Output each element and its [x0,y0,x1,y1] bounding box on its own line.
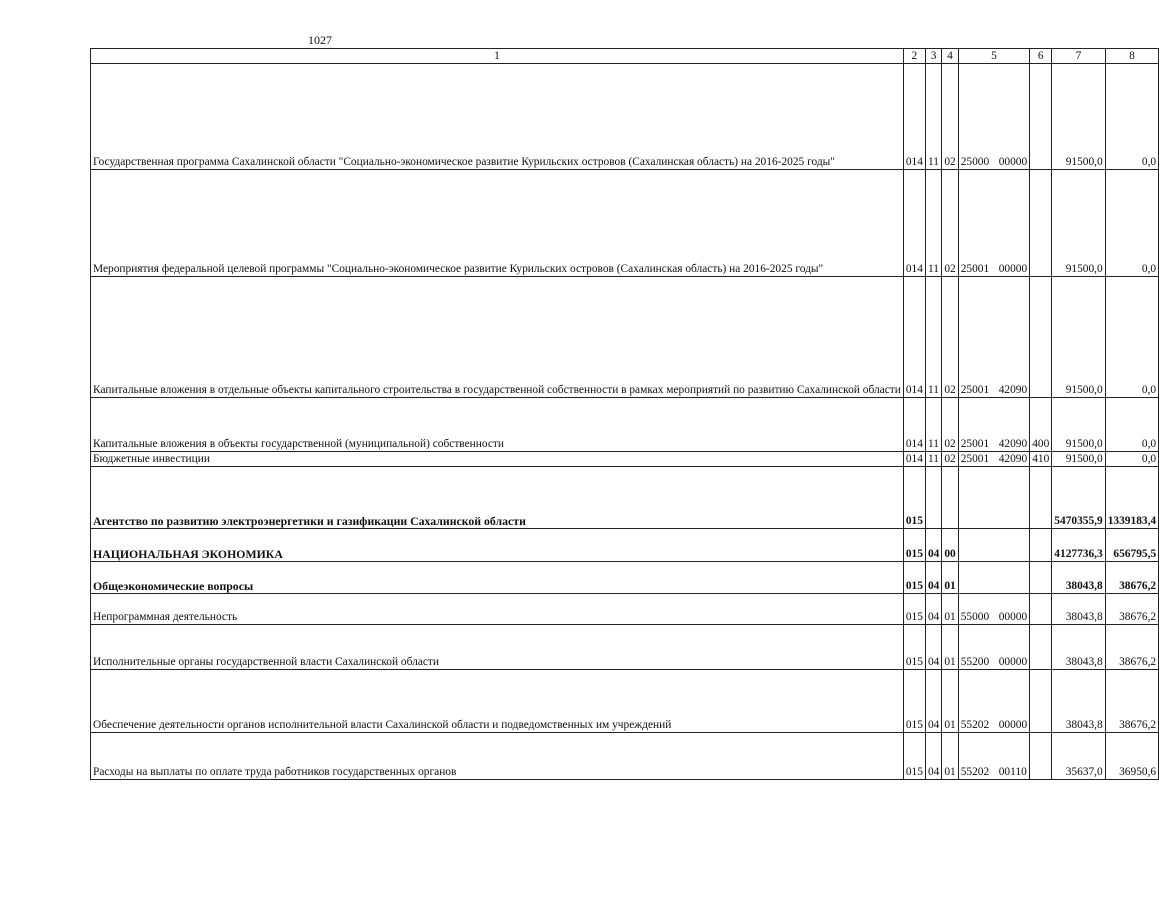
row-amount-col7: 35637,0 [1052,733,1105,780]
row-amount-col8: 36950,6 [1105,733,1158,780]
row-target-article [958,64,1029,170]
row-target-article [958,170,1029,277]
row-expense-type [1030,594,1052,625]
row-amount-col7: 38043,8 [1052,594,1105,625]
row-name-cell: Исполнительные органы государственной власти Сахалинской области [91,625,904,670]
row-amount-col8: 38676,2 [1105,670,1158,733]
row-ministry-code: 015 [903,625,925,670]
row-amount-col8: 0,0 [1105,452,1158,467]
table-row [91,594,1159,625]
row-ministry-code: 014 [903,452,925,467]
row-amount-col7: 91500,0 [1052,398,1105,452]
row-target-article [958,529,1029,562]
row-expense-type [1030,277,1052,398]
row-name-cell: Агентство по развитию электроэнергетики и газификации Сахалинской области [91,467,904,529]
row-section-code: 11 [925,170,941,277]
row-amount-col8: 0,0 [1105,277,1158,398]
row-expense-type [1030,529,1052,562]
row-amount-col7: 5470355,9 [1052,467,1105,529]
row-target-article [958,398,1029,452]
row-target-article-direction: 00000 [998,656,1028,668]
row-target-article [958,277,1029,398]
table-row [91,670,1159,733]
row-name-cell: Государственная программа Сахалинской области "Социально-экономическое развитие Курильских островов (Сахалинская область) на 2016-2025 годы" [91,64,904,170]
row-ministry-code: 015 [903,529,925,562]
row-section-code: 04 [925,562,941,594]
table-row [91,277,1159,398]
table-row [91,467,1159,529]
row-name-cell: Капитальные вложения в объекты государственной (муниципальной) собственности [91,398,904,452]
row-target-article [958,452,1029,467]
row-target-article-direction: 42090 [998,384,1028,396]
row-amount-col8: 38676,2 [1105,625,1158,670]
row-subsection-code: 02 [942,452,958,467]
row-target-article-direction: 00000 [998,263,1028,275]
row-target-article-direction: 42090 [998,438,1028,450]
row-ministry-code: 015 [903,562,925,594]
row-name-cell: Бюджетные инвестиции [91,452,904,467]
table-row [91,398,1159,452]
row-section-code: 04 [925,670,941,733]
row-target-article-direction: 00000 [998,156,1028,168]
row-target-article-program: 25001 [960,384,990,396]
table-row [91,64,1159,170]
row-subsection-code: 02 [942,170,958,277]
row-amount-col7: 91500,0 [1052,452,1105,467]
row-target-article-program: 25000 [960,156,990,168]
header-col-4: 4 [942,49,958,64]
header-col-2: 2 [903,49,925,64]
row-target-article [958,733,1029,780]
row-subsection-code: 00 [942,529,958,562]
row-subsection-code: 01 [942,562,958,594]
header-col-8: 8 [1105,49,1158,64]
row-target-article-program: 55202 [960,766,990,778]
row-name-cell: Расходы на выплаты по оплате труда работников государственных органов [91,733,904,780]
row-target-article-direction: 00000 [998,611,1028,623]
row-target-article-program: 25001 [960,263,990,275]
row-section-code: 04 [925,594,941,625]
row-ministry-code: 015 [903,467,925,529]
row-section-code: 11 [925,452,941,467]
row-target-article-program: 55200 [960,656,990,668]
row-name-cell: Капитальные вложения в отдельные объекты капитального строительства в государственной собственности в рамках мероприятий по развитию Сахалинской области [91,277,904,398]
row-expense-type [1030,562,1052,594]
row-name-cell: Непрограммная деятельность [91,594,904,625]
table-row [91,452,1159,467]
row-section-code: 11 [925,64,941,170]
row-expense-type [1030,733,1052,780]
row-ministry-code: 015 [903,670,925,733]
row-name-cell: НАЦИОНАЛЬНАЯ ЭКОНОМИКА [91,529,904,562]
row-expense-type: 410 [1030,452,1052,467]
row-amount-col8: 0,0 [1105,398,1158,452]
row-expense-type: 400 [1030,398,1052,452]
row-name-cell: Общеэкономические вопросы [91,562,904,594]
row-subsection-code: 02 [942,277,958,398]
header-col-7: 7 [1052,49,1105,64]
row-amount-col7: 38043,8 [1052,670,1105,733]
row-amount-col8: 1339183,4 [1105,467,1158,529]
row-target-article [958,467,1029,529]
row-subsection-code: 02 [942,398,958,452]
row-ministry-code: 015 [903,733,925,780]
row-ministry-code: 014 [903,64,925,170]
header-col-6: 6 [1030,49,1052,64]
row-expense-type [1030,670,1052,733]
row-amount-col8: 38676,2 [1105,594,1158,625]
row-subsection-code [942,467,958,529]
row-target-article [958,670,1029,733]
row-amount-col7: 91500,0 [1052,170,1105,277]
table-header-row [91,49,1159,64]
table-row [91,733,1159,780]
row-subsection-code: 01 [942,594,958,625]
header-col-3: 3 [925,49,941,64]
row-section-code [925,467,941,529]
row-target-article [958,594,1029,625]
row-expense-type [1030,64,1052,170]
row-ministry-code: 014 [903,277,925,398]
row-amount-col7: 38043,8 [1052,562,1105,594]
row-target-article-program: 55000 [960,611,990,623]
row-ministry-code: 014 [903,170,925,277]
row-target-article-direction: 00110 [998,766,1027,778]
table-row [91,562,1159,594]
table-row [91,625,1159,670]
row-section-code: 04 [925,625,941,670]
row-amount-col7: 4127736,3 [1052,529,1105,562]
table-row [91,529,1159,562]
row-subsection-code: 01 [942,625,958,670]
page-number: 1027 [308,33,332,47]
row-subsection-code: 02 [942,64,958,170]
row-section-code: 04 [925,529,941,562]
table-row [91,170,1159,277]
row-target-article-program: 25001 [960,453,990,465]
budget-table [90,48,1159,780]
row-name-cell: Обеспечение деятельности органов исполнительной власти Сахалинской области и подведомственных им учреждений [91,670,904,733]
row-target-article-direction: 00000 [998,719,1028,731]
row-expense-type [1030,170,1052,277]
row-amount-col7: 38043,8 [1052,625,1105,670]
row-target-article-program: 55202 [960,719,990,731]
row-amount-col8: 38676,2 [1105,562,1158,594]
row-subsection-code: 01 [942,733,958,780]
row-name-cell: Мероприятия федеральной целевой программы "Социально-экономическое развитие Курильских островов (Сахалинская область) на 2016-2025 годы" [91,170,904,277]
row-target-article [958,562,1029,594]
row-expense-type [1030,467,1052,529]
row-ministry-code: 015 [903,594,925,625]
row-amount-col7: 91500,0 [1052,64,1105,170]
row-amount-col7: 91500,0 [1052,277,1105,398]
header-col-1: 1 [91,49,904,64]
row-ministry-code: 014 [903,398,925,452]
row-subsection-code: 01 [942,670,958,733]
row-section-code: 11 [925,277,941,398]
row-section-code: 04 [925,733,941,780]
row-section-code: 11 [925,398,941,452]
row-amount-col8: 0,0 [1105,64,1158,170]
row-target-article-direction: 42090 [998,453,1028,465]
row-amount-col8: 656795,5 [1105,529,1158,562]
row-expense-type [1030,625,1052,670]
header-col-5: 5 [958,49,1029,64]
row-target-article [958,625,1029,670]
row-amount-col8: 0,0 [1105,170,1158,277]
row-target-article-program: 25001 [960,438,990,450]
